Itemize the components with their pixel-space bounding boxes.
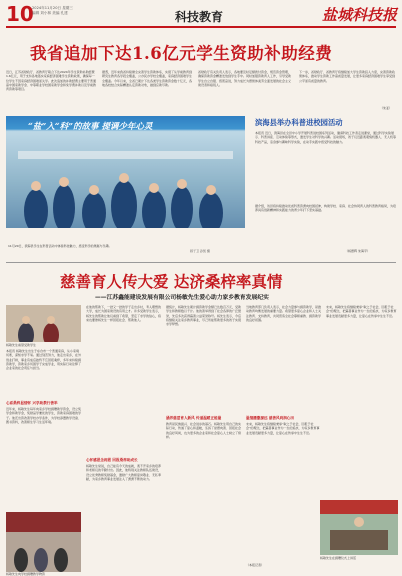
page-number: 10 [6, 2, 34, 26]
article3-byline: （本报记者） [246, 563, 265, 567]
section-title: 科技教育 [175, 10, 224, 24]
article2-body2: 据介绍，该县将持续推动优质科普资源向校园延伸，构建学校、家庭、社会协同育人的科普教育格局，为培养具有创新精神和实践能力的青少年打下坚实基础。 [255, 204, 397, 213]
article3-subhead3: 涵养慈爱育人新风 传递温暖正能量 [166, 416, 222, 420]
article3-col2b: 杨敏先生常说，自己能有今天的成就，离不开家乡的培养和老师们的辛勤付出。因此，他特别关注教师队伍建设，设立优秀教师奖励基金，激励广大教师爱岗敬业、无私奉献，为家乡教育事业发展注入了源源不断的动力。 [86, 464, 161, 481]
article3-col5-spill: 未来，杨敏先生将继续秉承“取之于社会，回报于社会”的理念，把慈善事业作为一生的追求，为家乡教育事业发展贡献更多力量，让爱心在传承中生生不息。 [326, 305, 397, 318]
header-rule [6, 26, 396, 28]
article3-col3: 据统计，杨敏先生累计捐资助学金额已达数百万元，受助学生和教师数以千计。他的善举得到了社会各界的广泛赞誉，先后多次获得慈善公益荣誉称号。杨先生表示，今后将继续关注家乡教育事业，尽己所能帮助更多的孩子实现求学梦想。 [166, 305, 241, 327]
banner-photo [6, 116, 245, 245]
article3-col1: 本报讯 杨敏先生出生于东台市一个普通家庭，从小家境贫寒，深知求学不易。通过刻苦努力，他走出家乡，在外创业打拼，事业有成后始终不忘回报桑梓，多年来持续捐资助学，资助家乡贫困学子完成学业，用实际行动诠释了企业家的社会责任与担当。 [6, 349, 81, 371]
article3-subhead4: 温情播撒源远 慈善风尚润心田 [246, 416, 294, 420]
banner-caption: 11月20日，滨海县学生在科普活动中体验科技魅力，感受科学的奥秘与乐趣。 [8, 244, 112, 248]
article3-col1b: 近年来，杨敏先生每年向家乡学校捐赠助学资金，设立奖学金和助学金，奖励品学兼优的学生，资助家庭困难的学子。他还出资改善学校办学条件，为学校添置教学设备、图书资料，改善师生学习生活环境。 [6, 407, 81, 424]
caption-c: 杨敏先生在捐赠仪式上讲话 [320, 556, 357, 560]
article3-col2: 在他的帮助下，一批又一批的学子走出乡村，考入理想的大学，成长为国家建设的有用之才。许多受助学生表示，杨先生的帮助让他们看到了希望，坚定了求学的信心，将来也要像杨先生一样回报社会、帮助他人。 [86, 305, 161, 322]
article3-col4b: 未来，杨敏先生将继续秉承“取之于社会，回报于社会”的理念，把慈善事业作为一生的追求，为家乡教育事业发展贡献更多力量，让爱心在传承中生生不息。 [246, 422, 320, 435]
photo-donation [6, 512, 81, 572]
article1-col4: 下一步，省财政厅、省教育厅将继续加大学生资助投入力度，完善资助政策体系，推动学生资助工作高质量发展，让更多家庭经济困难学生享受到公平而有质量的教育。 [299, 70, 396, 83]
article1-byline: （朱亚） [380, 106, 393, 110]
article3-col3b: 教育是民族振兴、社会进步的基石。杨敏先生用自己的实际行动，传递了爱心和温暖，弘扬了崇德向善、回报社会的良好风尚，也为更多的企业家和社会爱心人士树立了榜样。 [166, 422, 241, 439]
banner-overlay-text: “盐”入“科”的故事 提调少年心灵 [28, 122, 153, 132]
newspaper-logo: 盐城科技报 [322, 6, 398, 24]
article3-col4: 当地教育部门负责人表示，社会力量参与捐资助学，是推动教育均衡发展的重要力量。希望更多爱心企业和人士关注教育、支持教育，共同营造全社会尊师重教、捐资助学的良好氛围。 [246, 305, 321, 322]
article3-subhead2: 心怀感恩念师恩 回报桑梓助成长 [86, 458, 138, 462]
article3-subtitle: ——江苏鑫能建设发展有限公司杨敏先生爱心助力家乡教育发展纪实 [95, 295, 269, 301]
article2-body: 本报讯 近日，滨海县在全县中小学开展科普进校园系列活动，邀请科技工作者走进课堂，通过科学实验展示、科普讲座、互动体验等形式，激发学生对科学的兴趣。活动现场，孩子们近距离观察机器人、无人机等科技产品，亲身参与趣味科学实验，在动手实践中感受科技的魅力。 [255, 131, 397, 144]
caption-a: 杨敏先生看望受助学生 [6, 343, 37, 347]
date-line: 2024年11月20日 星期三 [32, 6, 73, 10]
header-meta [32, 6, 73, 16]
photo-graphic [320, 500, 398, 555]
article3-headline: 慈善育人传大爱 达济桑梓率真情 [60, 272, 283, 291]
article2-headline: 滨海县举办科普进校园活动 [255, 118, 343, 127]
caption-b: 杨敏先生向学校捐赠教学物资 [6, 572, 46, 576]
photo-graphic [6, 305, 81, 342]
students-photo-graphic [6, 116, 245, 245]
article3-subhead1: 心系桑梓显情怀 兴学助教行善举 [6, 401, 58, 405]
editor-line: 编辑 刘小林 美编 孔建 [32, 11, 68, 15]
photo-visit-students [6, 305, 81, 342]
article2-byline: （杨德辉 朱海平） [345, 249, 370, 253]
article1-col3: 省财政厅有关负责人表示，各地要及时足额拨付资金，规范资金管理，确保资助资金精准发放到学生手中。同时加强资助育人工作，引导受助学生自立自强、感恩奋进，努力成长为德智体美劳全面发展的社会主义建设者和接班人。 [198, 70, 292, 87]
section-divider [6, 262, 396, 263]
banner-photographer: 顾子卫 孙凯 摄 [190, 249, 210, 253]
photo-ceremony [320, 500, 398, 555]
photo-graphic [6, 512, 81, 572]
article1-col2: 据悉，近年来我省持续健全完善学生资助体系，实现了从学前教育到研究生教育各学段全覆盖，公办民办学校全覆盖，家庭经济困难学生全覆盖。今年以来，全省已累计下达各类学生资助资金数十亿元，各地各校结合实际精准认定资助对象，做到应助尽助。 [102, 70, 192, 87]
article1-headline: 我省追加下达1.6亿元学生资助补助经费 [30, 44, 333, 63]
article1-col1: 近日，江苏省财政厅、省教育厅联合下达2024年学生资助补助经费1.6亿元，用于支持各地落实家庭经济困难学生资助政策，确保每一位学生不因家庭经济困难而失学。此次追加的补助经费主要用于普通高中国家助学金、中等职业学校国家助学金和免学费补助以及学前教育资助等项目。 [6, 70, 96, 92]
